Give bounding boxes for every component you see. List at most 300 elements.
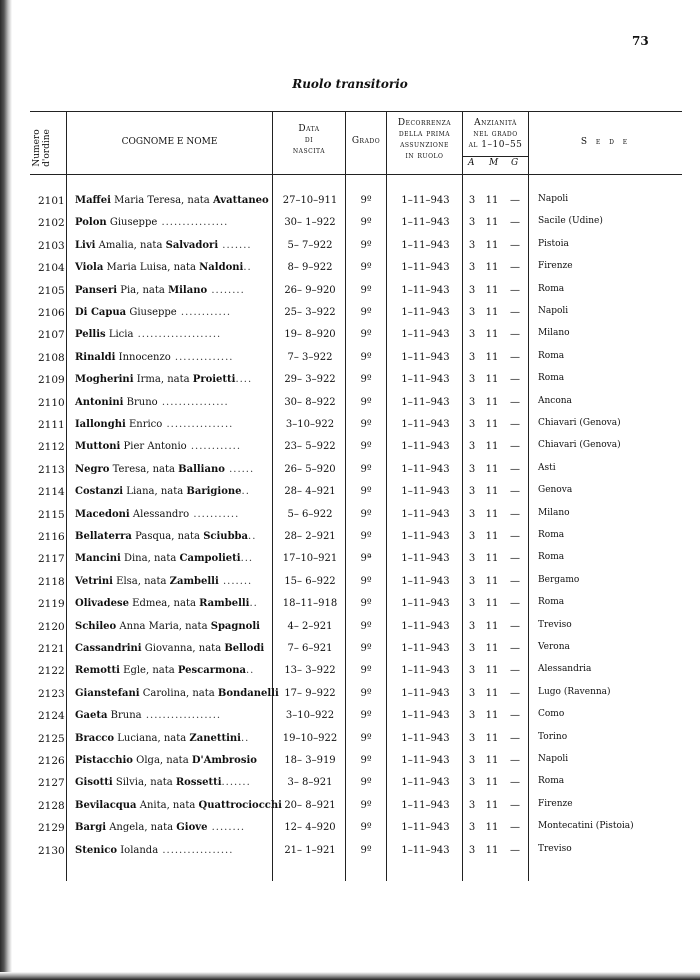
- birth-date: 19–10–922: [282, 732, 338, 744]
- order-number: 2108: [38, 351, 65, 364]
- given-name: Giovanna, nata: [144, 643, 225, 654]
- leader-dots: ..: [240, 732, 250, 744]
- header-decorrenza-l3: assunzione: [400, 140, 449, 150]
- seniority-months: 11: [485, 195, 499, 206]
- grade: 9º: [360, 687, 372, 699]
- birth-date: 5– 7–922: [287, 239, 333, 251]
- surname: Pistacchio: [75, 755, 133, 766]
- given-name: Silvia, nata: [115, 777, 176, 789]
- leader-dots: ..................: [141, 710, 222, 722]
- given-name: Dina, nata: [123, 553, 180, 565]
- given-name: Bruno: [126, 396, 158, 408]
- header-g: G: [511, 158, 519, 168]
- birth-date: 25– 3–922: [284, 307, 336, 318]
- grade: 9ª: [360, 553, 372, 565]
- birth-surname: Milano: [168, 284, 208, 296]
- office-location: Lugo (Ravenna): [538, 686, 611, 697]
- start-date: 1–11–943: [401, 329, 450, 341]
- start-date: 1–11–943: [401, 844, 450, 856]
- grade: 9º: [360, 643, 372, 654]
- grade: 9º: [360, 419, 372, 430]
- given-name: Anita, nata: [139, 799, 199, 811]
- seniority-years: 3: [468, 531, 476, 542]
- page-number: 73: [632, 34, 649, 48]
- person-name: [75, 285, 265, 296]
- table-row: [0, 820, 700, 842]
- start-date: 1–11–943: [401, 486, 450, 498]
- seniority-months: 11: [485, 553, 499, 565]
- office-location: Torino: [538, 731, 568, 742]
- grade: 9º: [360, 486, 372, 498]
- header-decorrenza-l2: della prima: [398, 129, 451, 139]
- birth-date: 3–10–922: [285, 710, 335, 722]
- seniority-years: 3: [468, 486, 476, 498]
- grade: 9º: [360, 374, 372, 386]
- table-row: [0, 619, 700, 641]
- office-location: Roma: [538, 597, 565, 608]
- start-date: 1–11–943: [401, 307, 450, 318]
- birth-date: 7– 6–921: [287, 643, 333, 654]
- person-name: [75, 643, 265, 654]
- grade: 9º: [360, 351, 372, 363]
- start-date: 1–11–943: [401, 396, 450, 408]
- order-number: 2130: [38, 844, 65, 857]
- birth-surname: Spagnoli: [210, 620, 260, 632]
- office-location: Roma: [538, 552, 565, 563]
- surname: Negro: [75, 463, 110, 475]
- leader-dots: ................: [157, 396, 229, 408]
- order-number: 2126: [38, 755, 65, 767]
- birth-date: 30– 8–922: [284, 396, 336, 408]
- grade: 9º: [360, 531, 372, 542]
- birth-surname: Barigione: [186, 486, 242, 498]
- order-number: 2115: [38, 508, 65, 521]
- given-name: Pier Antonio: [123, 441, 187, 453]
- person-name: [75, 441, 265, 452]
- table-row: [0, 395, 700, 417]
- surname: Maffei: [75, 195, 111, 206]
- surname: Gaeta: [75, 710, 108, 722]
- seniority-years: 3: [468, 441, 476, 453]
- grade: 9º: [360, 508, 372, 520]
- birth-date: 27–10–911: [282, 195, 338, 206]
- grade: 9º: [360, 844, 372, 856]
- grade: 9º: [360, 575, 372, 587]
- given-name: Pasqua, nata: [135, 531, 204, 542]
- table-row: [0, 417, 700, 439]
- seniority-years: 3: [468, 195, 476, 206]
- seniority-months: 11: [485, 486, 499, 498]
- office-location: Pistoia: [538, 238, 569, 249]
- start-date: 1–11–943: [401, 687, 450, 699]
- birth-date: 8– 9–922: [287, 262, 333, 274]
- order-number: 2119: [38, 598, 65, 611]
- seniority-years: 3: [468, 844, 476, 856]
- office-location: Roma: [538, 530, 565, 540]
- order-number: 2102: [38, 217, 65, 230]
- birth-date: 26– 9–920: [284, 284, 336, 296]
- seniority-months: 11: [485, 598, 499, 610]
- given-name: Iolanda: [120, 844, 159, 856]
- seniority-months: 11: [485, 307, 499, 318]
- header-anzianita-l2: nel grado: [473, 129, 518, 139]
- header-cognome: [67, 137, 272, 148]
- start-date: 1–11–943: [401, 799, 450, 811]
- surname: Macedoni: [75, 508, 130, 520]
- seniority-days: —: [510, 217, 520, 229]
- given-name: Innocenzo: [118, 351, 171, 363]
- table-row: [0, 686, 700, 708]
- order-number: 2103: [38, 239, 65, 252]
- seniority-months: 11: [485, 799, 499, 811]
- order-number: 2127: [38, 777, 65, 790]
- seniority-days: —: [510, 620, 520, 632]
- office-location: Roma: [538, 283, 565, 294]
- birth-surname: Zanettini: [189, 732, 241, 744]
- seniority-years: 3: [468, 799, 476, 811]
- grade: 9º: [360, 665, 372, 677]
- birth-surname: Giove: [176, 822, 208, 834]
- seniority-months: 11: [485, 217, 499, 229]
- given-name: Pia, nata: [120, 284, 169, 296]
- person-name: [75, 733, 265, 744]
- seniority-years: 3: [468, 575, 476, 587]
- leader-dots: ..: [243, 262, 252, 274]
- header-sede: [529, 137, 682, 148]
- office-location: Asti: [538, 462, 556, 473]
- birth-surname: Quattrociocchi: [198, 799, 282, 811]
- seniority-days: —: [510, 531, 520, 542]
- start-date: 1–11–943: [401, 441, 450, 453]
- seniority-months: 11: [485, 284, 499, 296]
- start-date: 1–11–943: [401, 822, 450, 834]
- start-date: 1–11–943: [401, 620, 450, 632]
- birth-date: 28– 2–921: [284, 531, 336, 542]
- person-name: [75, 352, 265, 363]
- given-name: Olga, nata: [136, 755, 192, 766]
- surname: Remotti: [75, 665, 120, 677]
- seniority-days: —: [510, 351, 520, 363]
- seniority-days: —: [510, 441, 520, 453]
- order-number: 2112: [38, 441, 65, 454]
- seniority-years: 3: [468, 777, 476, 789]
- given-name: Liana, nata: [126, 486, 187, 498]
- given-name: Enrico: [128, 419, 163, 430]
- birth-date: 13– 3–922: [284, 665, 336, 677]
- leader-dots: ......: [224, 463, 255, 475]
- birth-date: 15– 6–922: [284, 575, 336, 587]
- given-name: Egle, nata: [123, 665, 178, 677]
- header-decorrenza-l1: Decorrenza: [397, 118, 452, 128]
- seniority-months: 11: [485, 351, 499, 363]
- person-name: [75, 240, 265, 251]
- table-row: [0, 753, 700, 775]
- order-number: 2107: [38, 329, 65, 342]
- header-anzianita-l1: Anzianità: [474, 118, 517, 128]
- seniority-years: 3: [468, 755, 476, 766]
- birth-surname: Pescarmona: [177, 665, 246, 677]
- header-decorrenza: [387, 118, 462, 162]
- surname: Cassandrini: [75, 643, 142, 654]
- person-name: [75, 621, 265, 632]
- grade: 9º: [360, 217, 372, 229]
- office-location: Roma: [538, 776, 565, 787]
- leader-dots: ...........: [189, 508, 240, 520]
- office-location: Treviso: [538, 843, 572, 854]
- birth-date: 18– 3–919: [284, 755, 336, 766]
- table-row: [0, 462, 700, 484]
- header-data-l2: di: [304, 135, 314, 145]
- birth-surname: Sciubba: [203, 531, 249, 542]
- leader-dots: ..: [248, 531, 257, 542]
- surname: Viola: [75, 262, 104, 274]
- seniority-years: 3: [468, 307, 476, 318]
- surname: Gisotti: [75, 777, 113, 789]
- header-data-l3: nascita: [292, 146, 326, 156]
- surname: Schileo: [75, 620, 117, 632]
- seniority-years: 3: [468, 396, 476, 408]
- birth-date: 18–11–918: [282, 598, 338, 610]
- leader-dots: ........: [207, 284, 245, 296]
- grade: 9º: [360, 777, 372, 789]
- surname: Bargi: [75, 822, 106, 834]
- seniority-days: —: [510, 777, 520, 789]
- office-location: Napoli: [538, 306, 569, 316]
- office-location: Roma: [538, 373, 565, 384]
- birth-date: 7– 3–922: [287, 351, 333, 363]
- table-row: [0, 260, 700, 282]
- start-date: 1–11–943: [401, 284, 450, 296]
- seniority-months: 11: [485, 262, 499, 274]
- office-location: Treviso: [538, 619, 572, 630]
- seniority-months: 11: [485, 777, 499, 789]
- seniority-years: 3: [468, 463, 476, 475]
- seniority-months: 11: [485, 463, 499, 475]
- surname: Stenico: [75, 844, 118, 856]
- start-date: 1–11–943: [401, 351, 450, 363]
- leader-dots: .......: [221, 777, 251, 789]
- surname: Olivadese: [75, 598, 129, 610]
- surname: Bracco: [75, 732, 115, 744]
- seniority-years: 3: [468, 419, 476, 430]
- surname: Muttoni: [75, 441, 121, 453]
- person-name: [75, 195, 269, 206]
- birth-surname: Avattaneo: [212, 195, 269, 206]
- birth-surname: Rambelli: [199, 598, 250, 610]
- given-name: Elsa, nata: [116, 575, 170, 587]
- seniority-years: 3: [468, 710, 476, 722]
- start-date: 1–11–943: [401, 575, 450, 587]
- header-data: [273, 124, 345, 157]
- office-location: Alessandria: [538, 664, 592, 675]
- surname: Mogherini: [75, 374, 134, 386]
- leader-dots: ..............: [170, 351, 234, 363]
- seniority-months: 11: [485, 329, 499, 341]
- birth-surname: Bellodi: [224, 643, 265, 654]
- person-name: [75, 374, 265, 385]
- office-location: Bergamo: [538, 574, 580, 585]
- start-date: 1–11–943: [401, 598, 450, 610]
- surname: Pellis: [75, 329, 106, 341]
- start-date: 1–11–943: [401, 777, 450, 789]
- given-name: Bruna: [110, 710, 142, 722]
- person-name: [75, 262, 265, 273]
- start-date: 1–11–943: [401, 732, 450, 744]
- birth-surname: Campolieti: [179, 553, 241, 565]
- person-name: [75, 397, 265, 408]
- given-name: Giuseppe: [129, 307, 177, 318]
- seniority-years: 3: [468, 822, 476, 834]
- header-cognome-label: COGNOME E NOME: [121, 137, 218, 147]
- table-row: [0, 596, 700, 618]
- given-name: Licia: [108, 329, 134, 341]
- seniority-days: —: [510, 374, 520, 386]
- order-number: 2113: [38, 463, 65, 476]
- leader-dots: ............: [176, 307, 232, 318]
- office-location: Firenze: [538, 798, 573, 809]
- surname: Di Capua: [75, 307, 127, 318]
- table-row: [0, 775, 700, 797]
- given-name: Teresa, nata: [112, 463, 179, 475]
- seniority-months: 11: [485, 822, 499, 834]
- start-date: 1–11–943: [401, 419, 450, 430]
- order-number: 2121: [38, 643, 65, 655]
- office-location: Roma: [538, 350, 565, 361]
- order-number: 2117: [38, 553, 65, 566]
- seniority-days: —: [510, 799, 520, 811]
- grade: 9º: [360, 799, 372, 811]
- header-data-l1: Data: [298, 124, 320, 134]
- table-row: [0, 574, 700, 596]
- grade: 9º: [360, 732, 372, 744]
- seniority-months: 11: [485, 665, 499, 677]
- start-date: 1–11–943: [401, 239, 450, 251]
- office-location: Napoli: [538, 194, 569, 204]
- table-row: [0, 708, 700, 730]
- seniority-days: —: [510, 732, 520, 744]
- given-name: Anna Maria, nata: [119, 620, 211, 632]
- header-m: M: [489, 158, 499, 168]
- table-row: [0, 663, 700, 685]
- seniority-years: 3: [468, 329, 476, 341]
- grade: 9º: [360, 620, 372, 632]
- grade: 9º: [360, 441, 372, 453]
- seniority-days: —: [510, 307, 520, 318]
- table-row: [0, 327, 700, 349]
- leader-dots: .................: [158, 844, 234, 856]
- header-grado-label: Grado: [351, 136, 381, 146]
- seniority-years: 3: [468, 732, 476, 744]
- seniority-days: —: [510, 419, 520, 430]
- header-a: A: [468, 158, 475, 168]
- order-number: 2128: [38, 799, 65, 812]
- seniority-days: —: [510, 329, 520, 341]
- person-name: [75, 576, 265, 587]
- seniority-months: 11: [485, 396, 499, 408]
- seniority-years: 3: [468, 665, 476, 677]
- surname: Livi: [75, 239, 96, 251]
- seniority-years: 3: [468, 687, 476, 699]
- person-name: [75, 710, 265, 721]
- leader-dots: ....................: [133, 329, 222, 341]
- person-name: [75, 464, 265, 475]
- seniority-years: 3: [468, 239, 476, 251]
- table-row: [0, 843, 700, 865]
- seniority-years: 3: [468, 284, 476, 296]
- order-number: 2124: [38, 710, 65, 723]
- header-grado: [346, 136, 386, 147]
- seniority-months: 11: [485, 844, 499, 856]
- person-name: [75, 553, 265, 564]
- seniority-months: 11: [485, 755, 499, 766]
- table-row: [0, 798, 700, 820]
- given-name: Angela, nata: [109, 822, 177, 834]
- leader-dots: ..: [246, 665, 255, 677]
- leader-dots: ..: [249, 598, 258, 610]
- office-location: Genova: [538, 485, 573, 496]
- seniority-years: 3: [468, 217, 476, 229]
- seniority-months: 11: [485, 732, 499, 744]
- birth-date: 3–10–922: [285, 419, 335, 430]
- header-anzianita-l3: al 1–10–55: [468, 140, 523, 150]
- person-name: [75, 755, 265, 766]
- birth-surname: Salvadori: [165, 239, 219, 251]
- start-date: 1–11–943: [401, 710, 450, 722]
- grade: 9º: [360, 262, 372, 274]
- seniority-days: —: [510, 710, 520, 722]
- start-date: 1–11–943: [401, 755, 450, 766]
- office-location: Montecatini (Pistoia): [538, 821, 634, 832]
- grade: 9º: [360, 710, 372, 722]
- header-anzianita: [463, 118, 528, 151]
- order-number: 2101: [38, 195, 65, 207]
- birth-date: 12– 4–920: [284, 822, 336, 834]
- order-number: 2105: [38, 284, 65, 297]
- grade: 9º: [360, 755, 372, 766]
- given-name: Irma, nata: [136, 374, 193, 386]
- anzianita-subrule: [462, 156, 528, 157]
- person-name: [75, 486, 265, 497]
- seniority-days: —: [510, 598, 520, 610]
- birth-date: 3– 8–921: [287, 777, 333, 789]
- seniority-days: —: [510, 755, 520, 766]
- birth-surname: Proietti: [192, 374, 236, 386]
- birth-date: 20– 8–921: [284, 799, 336, 811]
- grade: 9º: [360, 329, 372, 341]
- seniority-days: —: [510, 486, 520, 498]
- order-number: 2116: [38, 531, 65, 543]
- office-location: Ancona: [538, 395, 572, 406]
- header-sede-label: S e d e: [580, 137, 631, 147]
- birth-date: 21– 1–921: [284, 844, 336, 856]
- office-location: Chiavari (Genova): [538, 440, 621, 451]
- seniority-days: —: [510, 463, 520, 475]
- person-name: [75, 217, 265, 228]
- table-row: [0, 529, 700, 551]
- table-row: [0, 551, 700, 573]
- table-row: [0, 507, 700, 529]
- given-name: Giuseppe: [109, 217, 158, 229]
- section-title: Ruolo transitorio: [292, 77, 408, 91]
- grade: 9º: [360, 195, 372, 206]
- start-date: 1–11–943: [401, 262, 450, 274]
- birth-date: 19– 8–920: [284, 329, 336, 341]
- seniority-months: 11: [485, 710, 499, 722]
- table-row: [0, 641, 700, 663]
- seniority-years: 3: [468, 351, 476, 363]
- surname: Bellaterra: [75, 531, 132, 542]
- seniority-months: 11: [485, 687, 499, 699]
